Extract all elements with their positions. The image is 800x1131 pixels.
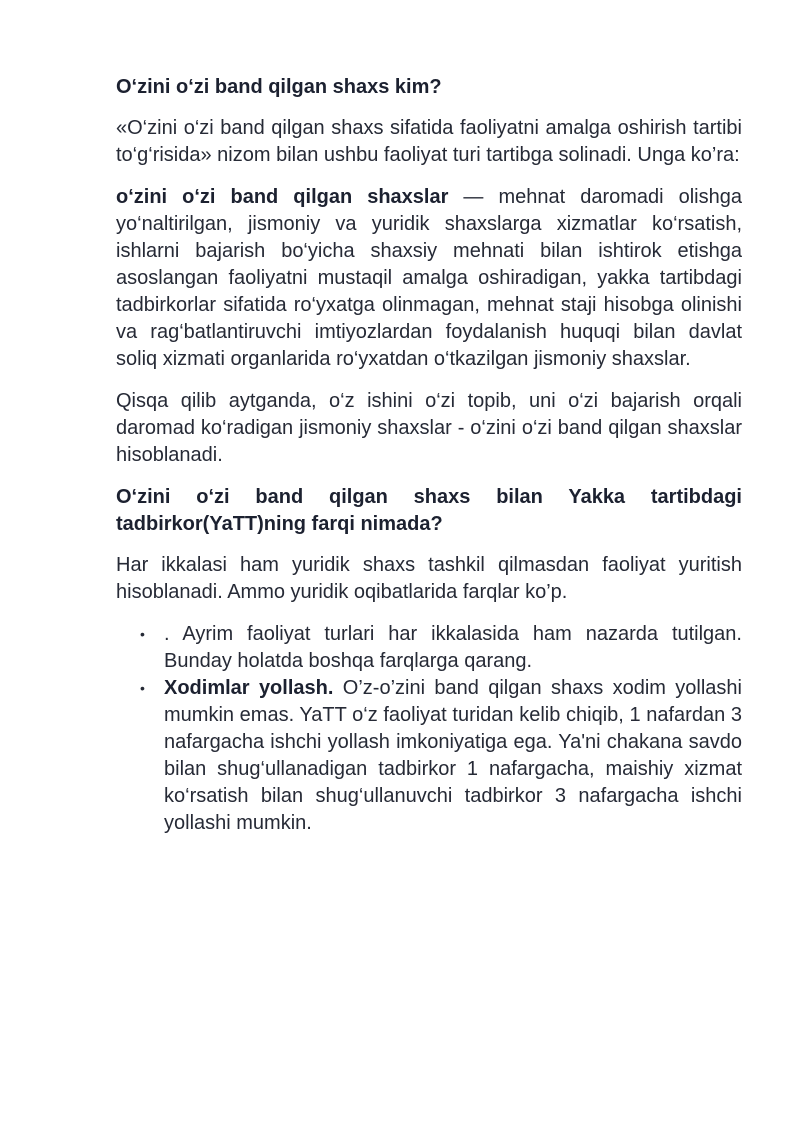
paragraph-both-no-legal-entity: Har ikkalasi ham yuridik shaxs tashkil qilmasdan faoliyat yuritish hisoblanadi. Ammo yuridik oqibatlarida farqlar ko’p. xyxy=(116,554,742,603)
paragraph-summary: Qisqa qilib aytganda, o‘z ishini o‘zi topib, uni o‘zi bajarish orqali daromad ko‘radigan jismoniy shaxslar - o‘zini o‘zi band qilgan shaxslar hisoblanadi. xyxy=(116,390,742,466)
paragraph-regulation: «O‘zini o‘zi band qilgan shaxs sifatida faoliyatni amalga oshirish tartibi to‘g‘risida» nizom bilan ushbu faoliyat turi tartibga solinadi. Unga ko’ra: xyxy=(116,117,742,166)
differences-list xyxy=(116,621,742,837)
heading-who-is-self-employed: O‘zini o‘zi band qilgan shaxs kim? xyxy=(116,76,442,98)
heading-difference: O‘zini o‘zi band qilgan shaxs bilan Yakka tartibdagi tadbirkor(YaTT)ning farqi nimada? xyxy=(116,486,742,535)
document-page xyxy=(116,74,742,837)
list-item xyxy=(116,621,742,675)
definition-text: — mehnat daromadi olishga yo‘naltirilgan, jismoniy va yuridik shaxslarga xizmatlar ko‘rsatish, ishlarni bajarish bo‘yicha shaxsiy mehnati bilan ishtirok etishga asoslangan faoliyatni mustaqil amalga oshiradigan, yakka tartibdagi tadbirkorlar sifatida ro‘yxatga olinmagan, mehnat staji hisobga olinishi va rag‘batlantiruvchi imtiyozlardan foydalanish huquqi bilan davlat soliq xizmati organlarida ro‘yxatdan o‘tkazilgan jismoniy shaxslar. xyxy=(116,186,742,370)
bullet-icon: • xyxy=(140,626,145,642)
paragraph-definition xyxy=(116,184,742,373)
definition-term: o‘zini o‘zi band qilgan shaxslar xyxy=(116,186,449,208)
list-item xyxy=(116,675,742,837)
list-item-title: Xodimlar yollash. xyxy=(164,677,334,699)
bullet-icon: • xyxy=(140,680,145,696)
list-item-text: O’z-o’zini band qilgan shaxs xodim yollashi mumkin emas. YaTT o‘z faoliyat turidan kelib chiqib, 1 nafardan 3 nafargacha ishchi yollash imkoniyatiga ega. Ya'ni chakana savdo bilan shug‘ullanadigan tadbirkor 1 nafargacha, maishiy xizmat ko‘rsatish bilan shug‘ullanuvchi tadbirkor 3 nafargacha ishchi yollashi mumkin. xyxy=(164,677,742,834)
list-item-text: . Ayrim faoliyat turlari har ikkalasida ham nazarda tutilgan. Bunday holatda boshqa farqlarga qarang. xyxy=(164,623,742,672)
